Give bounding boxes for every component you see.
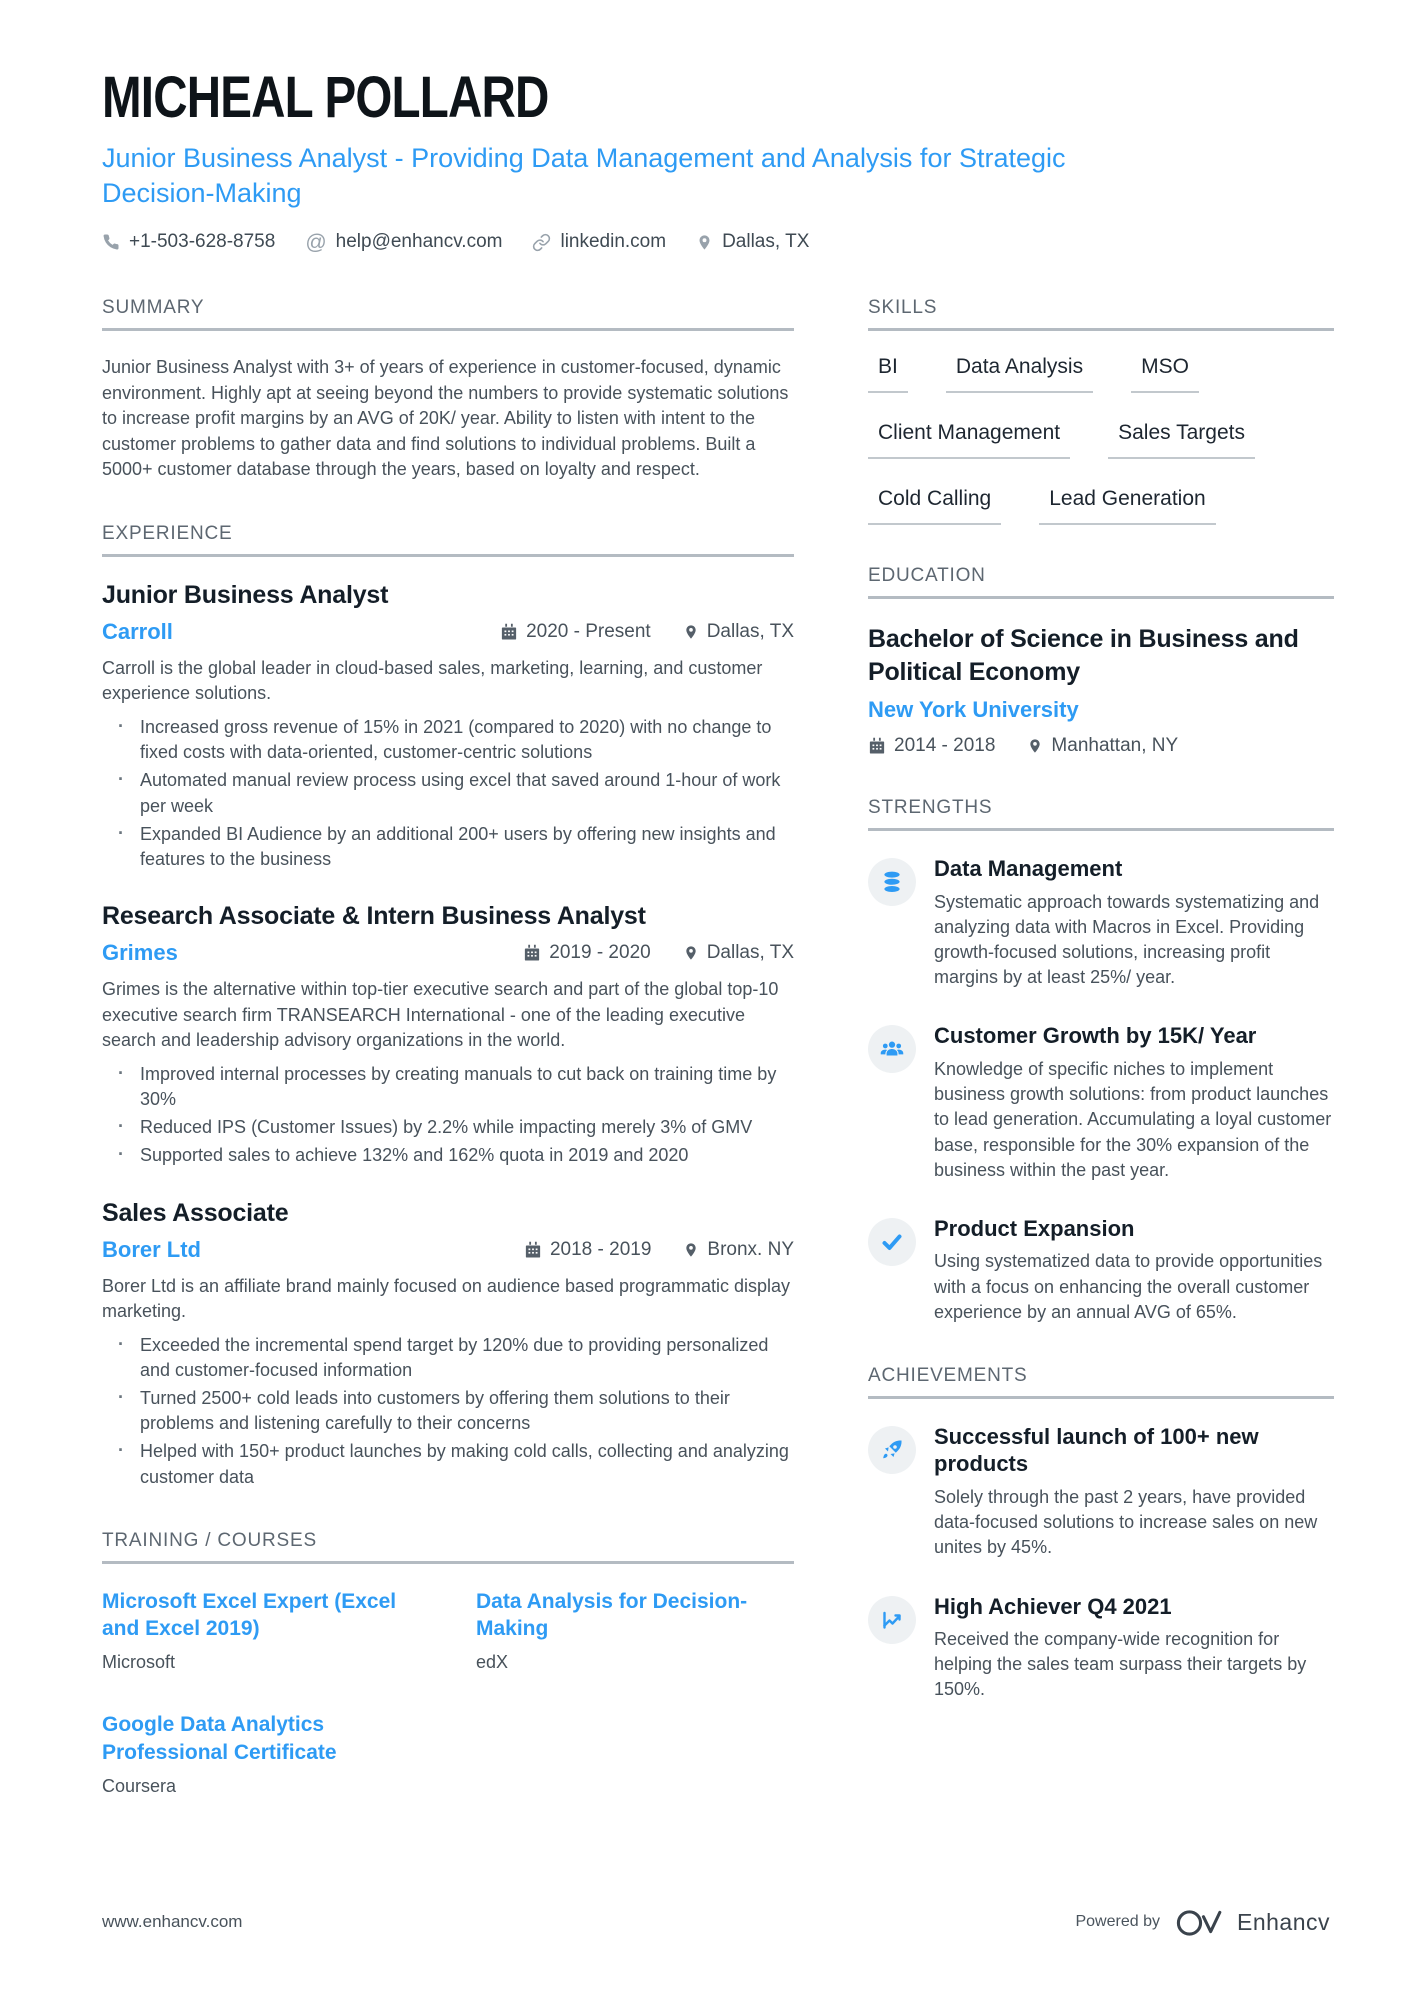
job-bullets <box>102 1062 794 1169</box>
skill-tag: BI <box>868 355 908 393</box>
strength-title: Data Management <box>934 856 1123 882</box>
job-entry <box>102 902 794 1168</box>
job-dates <box>523 942 650 964</box>
achievement-item <box>868 1593 1334 1703</box>
job-title: Research Associate & Intern Business Analyst <box>102 902 646 931</box>
training-section <box>102 1530 794 1797</box>
calendar-icon <box>524 1241 542 1259</box>
job-company: Borer Ltd <box>102 1236 201 1262</box>
summary-section <box>102 297 794 483</box>
strength-text: Systematic approach towards systematizing and analyzing data with Macros in Excel. Providing growth-focused solutions, increasing profit margins by at least 25%/ year. <box>934 891 1320 988</box>
summary-text: Junior Business Analyst with 3+ of years of experience in customer-focused, dynamic environment. Highly apt at seeing beyond the numbers to provide systematic solutions to increase profit margins by an AVG of 20K/ year. Ability to listen with intent to the customer problems to gather data and find solutions to individual problems. Built a 5000+ customer database through the years, based on loyalty and respect. <box>102 357 789 480</box>
phone-icon <box>102 233 120 251</box>
section-rule <box>102 328 794 331</box>
course-entry <box>102 1588 420 1673</box>
calendar-icon <box>500 623 518 641</box>
achievements-section <box>868 1365 1334 1703</box>
course-entry <box>102 1711 420 1796</box>
at-icon: @ <box>305 230 327 254</box>
education-location <box>1027 735 1178 757</box>
check-icon <box>868 1218 916 1266</box>
skills-section <box>868 297 1334 525</box>
contact-location-label: Dallas, TX <box>722 231 810 253</box>
database-icon <box>868 858 916 906</box>
bullet-item: · Automated manual review process using excel that saved around 1-hour of work per week <box>102 768 794 818</box>
skill-tag: Sales Targets <box>1108 421 1255 459</box>
degree-title: Bachelor of Science in Business and Political Economy <box>868 625 1299 686</box>
section-rule <box>102 1561 794 1564</box>
job-location <box>683 621 794 643</box>
strength-text: Knowledge of specific niches to implement business growth solutions: from product launches to lead generation. Accumulating a loyal customer base, responsible for the 30% expansion of the business within the past year. <box>934 1058 1332 1180</box>
strength-item <box>868 1215 1334 1325</box>
strength-item <box>868 855 1334 990</box>
location-pin-icon <box>683 1241 699 1259</box>
location-pin-icon <box>1027 737 1043 755</box>
job-bullets <box>102 1333 794 1490</box>
website-link[interactable]: www.enhancv.com <box>102 1912 243 1931</box>
enhancv-logo-text: Enhancv <box>1236 1908 1330 1935</box>
calendar-icon <box>523 944 541 962</box>
resume-header <box>102 64 1330 253</box>
trend-up-icon <box>868 1596 916 1644</box>
job-bullets <box>102 715 794 872</box>
strength-text: Using systematized data to provide opportunities with a focus on enhancing the overall customer experience by an annual AVG of 65%. <box>934 1251 1323 1322</box>
content-columns <box>102 297 1330 1836</box>
achievement-text: Received the company-wide recognition for helping the sales team surpass their targets by 150%. <box>934 1629 1307 1700</box>
section-rule <box>868 828 1334 831</box>
contact-linkedin-label: linkedin.com <box>560 231 667 253</box>
contact-location <box>696 231 809 253</box>
enhancv-logo[interactable] <box>1176 1905 1330 1939</box>
skill-tag: Client Management <box>868 421 1070 459</box>
job-dates <box>500 621 651 643</box>
strengths-heading: STRENGTHS <box>868 797 993 819</box>
right-column <box>868 297 1334 1836</box>
contact-email-label: help@enhancv.com <box>335 231 503 253</box>
job-dates-label: 2018 - 2019 <box>549 1238 652 1260</box>
job-location-label: Bronx. NY <box>707 1238 794 1260</box>
job-location <box>683 942 794 964</box>
contact-phone-label: +1-503-628-8758 <box>129 231 276 253</box>
job-title: Junior Business Analyst <box>102 580 389 609</box>
section-rule <box>868 596 1334 599</box>
education-heading: EDUCATION <box>868 565 986 587</box>
job-dates <box>524 1239 651 1261</box>
job-dates-label: 2019 - 2020 <box>549 942 651 964</box>
job-location-label: Dallas, TX <box>706 942 794 964</box>
left-column <box>102 297 794 1836</box>
achievements-heading: ACHIEVEMENTS <box>868 1364 1028 1386</box>
course-title: Microsoft Excel Expert (Excel and Excel 2019) <box>102 1589 397 1641</box>
strength-item <box>868 1022 1334 1182</box>
education-dates <box>868 735 995 757</box>
course-title: Data Analysis for Decision-Making <box>476 1589 748 1641</box>
enhancv-logo-mark <box>1176 1905 1228 1939</box>
course-provider: Coursera <box>102 1775 177 1796</box>
course-title: Google Data Analytics Professional Certificate <box>102 1713 337 1764</box>
skill-tag: Data Analysis <box>946 355 1093 393</box>
contact-row <box>102 231 1330 253</box>
contact-linkedin[interactable] <box>532 231 666 253</box>
job-company: Carroll <box>102 618 173 644</box>
skills-heading: SKILLS <box>868 297 938 319</box>
course-provider: edX <box>476 1652 509 1673</box>
bullet-item: · Increased gross revenue of 15% in 2021 (compared to 2020) with no change to fixed costs with data-oriented, customer-centric solutions <box>102 715 794 765</box>
strength-title: Customer Growth by 15K/ Year <box>934 1023 1257 1049</box>
course-provider: Microsoft <box>102 1652 176 1673</box>
bullet-item: · Exceeded the incremental spend target by 120% due to providing personalized and customer-focused information <box>102 1333 794 1383</box>
bullet-item: · Turned 2500+ cold leads into customers by offering them solutions to their problems and listening carefully to their concerns <box>102 1386 794 1436</box>
bullet-item: · Supported sales to achieve 132% and 162% quota in 2019 and 2020 <box>102 1143 794 1168</box>
achievement-text: Solely through the past 2 years, have provided data-focused solutions to increase sales on new unites by 45%. <box>934 1486 1318 1558</box>
course-entry <box>476 1588 794 1673</box>
section-rule <box>868 328 1334 331</box>
location-pin-icon <box>696 233 713 252</box>
link-icon <box>532 233 551 252</box>
job-company: Grimes <box>102 940 178 966</box>
job-dates-label: 2020 - Present <box>526 620 651 642</box>
job-location-label: Dallas, TX <box>706 620 794 642</box>
experience-section <box>102 523 794 1490</box>
job-title: Sales Associate <box>102 1198 289 1227</box>
rocket-icon <box>868 1426 916 1474</box>
bullet-item: · Reduced IPS (Customer Issues) by 2.2% while impacting merely 3% of GMV <box>102 1115 794 1140</box>
summary-heading: SUMMARY <box>102 297 205 319</box>
contact-email[interactable] <box>305 231 502 253</box>
job-description: Carroll is the global leader in cloud-based sales, marketing, learning, and customer experience solutions. <box>102 657 763 704</box>
bullet-item: · Helped with 150+ product launches by making cold calls, collecting and analyzing customer data <box>102 1439 794 1489</box>
headline: Junior Business Analyst - Providing Data Management and Analysis for Strategic Decision-Making <box>102 143 1066 209</box>
skill-tag: MSO <box>1131 355 1199 393</box>
calendar-icon <box>868 737 886 755</box>
powered-by-label: Powered by <box>1075 1913 1160 1930</box>
achievement-item <box>868 1423 1334 1561</box>
skill-tag: Lead Generation <box>1039 487 1215 525</box>
strengths-section <box>868 797 1334 1325</box>
bullet-item: · Expanded BI Audience by an additional 200+ users by offering new insights and features to the business <box>102 822 794 872</box>
users-icon <box>868 1025 916 1073</box>
contact-phone[interactable] <box>102 231 275 253</box>
achievement-title: Successful launch of 100+ new products <box>934 1423 1259 1477</box>
skill-tag: Cold Calling <box>868 487 1001 525</box>
training-heading: TRAINING / COURSES <box>102 1529 317 1551</box>
location-pin-icon <box>683 944 699 962</box>
job-description: Grimes is the alternative within top-tier executive search and part of the global top-10 executive search firm TRANSEARCH International - one of the leading executive search and leadership advisory organizations in the world. <box>102 979 779 1051</box>
location-pin-icon <box>683 623 699 641</box>
achievement-title: High Achiever Q4 2021 <box>934 1593 1172 1619</box>
section-rule <box>102 554 794 557</box>
job-entry <box>102 1199 794 1490</box>
education-section <box>868 565 1334 757</box>
job-location <box>683 1239 794 1261</box>
strength-title: Product Expansion <box>934 1215 1135 1241</box>
page-footer <box>102 1905 1330 1939</box>
job-entry <box>102 581 794 872</box>
experience-heading: EXPERIENCE <box>102 522 233 544</box>
school-name: New York University <box>868 697 1079 723</box>
section-rule <box>868 1396 1334 1399</box>
job-description: Borer Ltd is an affiliate brand mainly focused on audience based programmatic display marketing. <box>102 1275 791 1322</box>
education-location-label: Manhattan, NY <box>1051 735 1179 757</box>
bullet-item: · Improved internal processes by creating manuals to cut back on training time by 30% <box>102 1062 794 1112</box>
education-dates-label: 2014 - 2018 <box>894 735 996 757</box>
person-name: MICHEAL POLLARD <box>102 65 549 130</box>
